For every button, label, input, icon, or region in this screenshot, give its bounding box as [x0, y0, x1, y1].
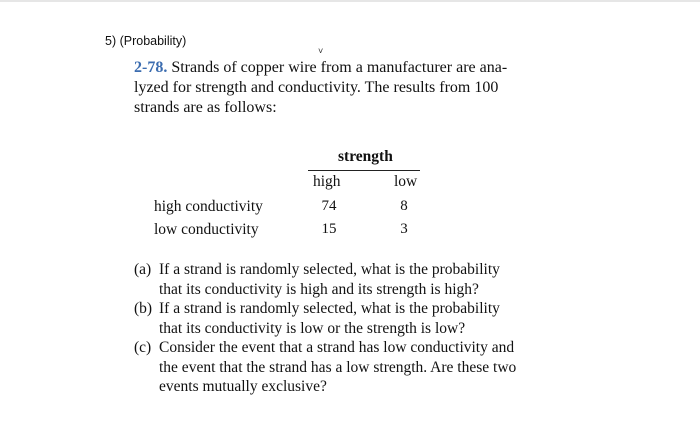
table-cell: 3 — [400, 221, 408, 237]
question-a — [134, 260, 554, 299]
question-b — [134, 299, 554, 338]
question-line: events mutually exclusive? — [159, 378, 327, 395]
question-c — [134, 338, 554, 397]
question-line: the event that the strand has a low strength. Are these two — [159, 358, 517, 376]
section-label: 5) (Probability) — [105, 34, 187, 48]
table-cell: 15 — [321, 221, 337, 237]
question-list — [134, 260, 554, 397]
top-divider — [0, 0, 700, 2]
problem-line: lyzed for strength and conductivity. The results from 100 — [134, 79, 499, 96]
row-label-low-conductivity: low conductivity — [154, 221, 259, 238]
problem-line: strands are as follows: — [134, 99, 277, 116]
question-line: If a strand is randomly selected, what is the probability — [159, 261, 500, 278]
question-line: If a strand is randomly selected, what is the probability — [159, 300, 500, 317]
stray-mark: ˅ — [318, 46, 324, 56]
question-line: that its conductivity is low or the strength is low? — [159, 319, 466, 337]
column-header-high: high — [313, 173, 341, 190]
table-group-header: strength — [338, 148, 393, 165]
question-letter: (b) — [134, 300, 153, 317]
table-header-rule — [308, 170, 420, 171]
row-label-high-conductivity: high conductivity — [154, 198, 263, 215]
question-line: Consider the event that a strand has low conductivity and — [159, 339, 515, 356]
table-cell: 74 — [321, 198, 337, 214]
question-letter: (a) — [134, 261, 152, 278]
column-header-low: low — [394, 173, 418, 190]
table-cell: 8 — [400, 198, 408, 214]
problem-number: 2-78. — [134, 59, 168, 76]
problem-line: Strands of copper wire from a manufacturer are ana- — [171, 59, 508, 76]
problem-statement — [134, 58, 544, 118]
question-letter: (c) — [134, 339, 152, 356]
question-line: that its conductivity is high and its strength is high? — [159, 280, 479, 298]
